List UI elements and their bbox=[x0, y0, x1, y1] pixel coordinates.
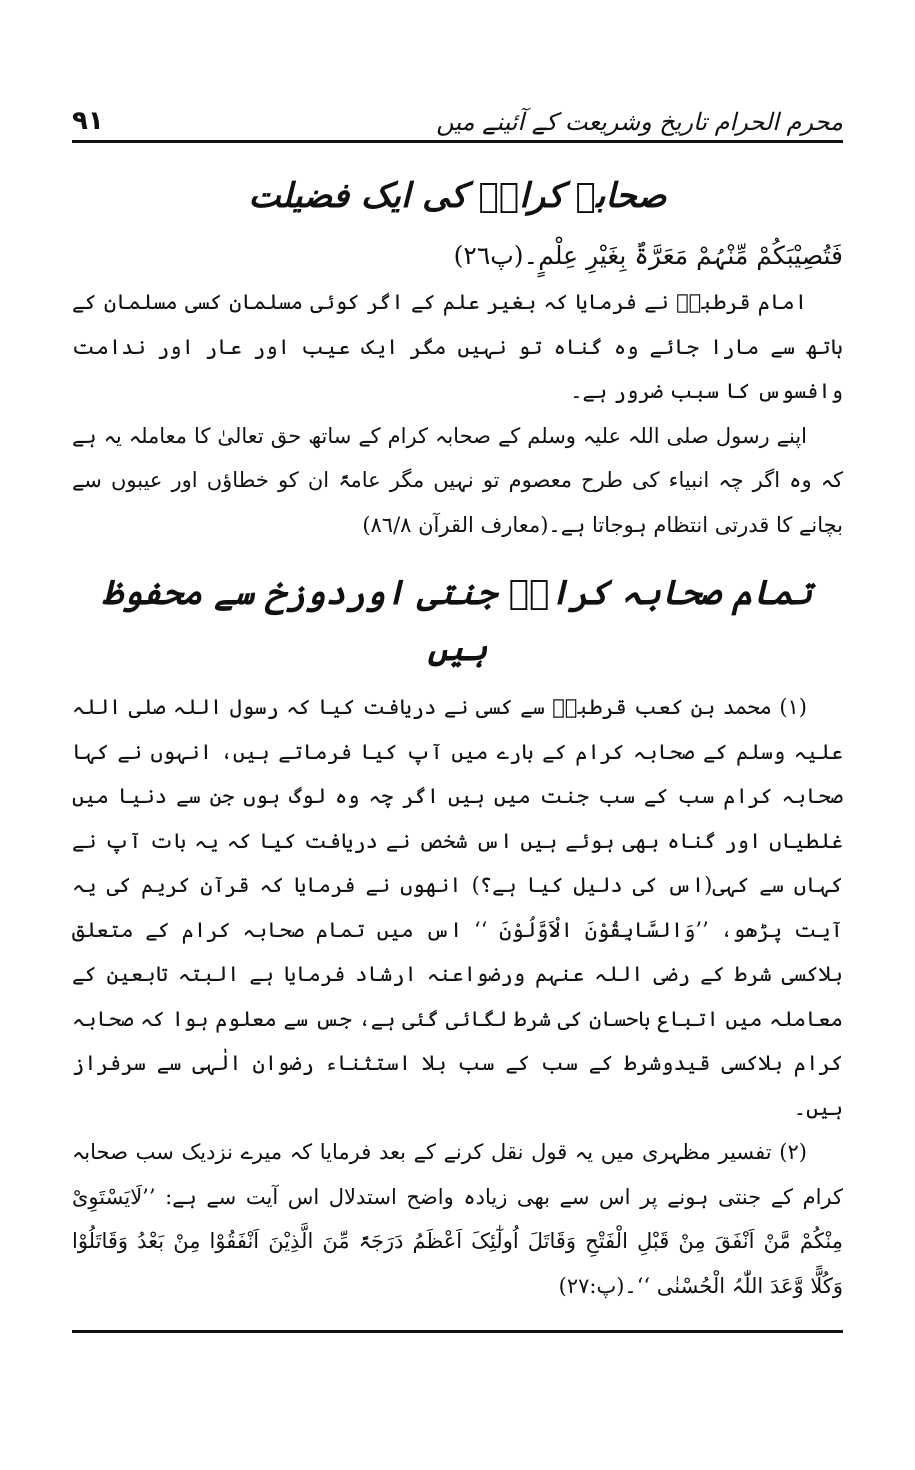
paragraph-point-two: (٢) تفسیر مظہری میں یہ قول نقل کرنے کے بعد فرمایا کہ میرے نزدیک سب صحابہ کرام کے جنتی ہونے پر اس سے بھی زیادہ واضح استدلال اس آیت سے ہے: ’’لَایَسْتَوِیْ مِنْکُمْ مَّنْ اَنْفَقَ مِنْ قَبْلِ الْفَتْحِ وَقَاتَلَ اُولٰٓئِکَ اَعْظَمُ دَرَجَۃً مِّنَ الَّذِیْنَ اَنْفَقُوْا مِنْ بَعْدُ وَقَاتَلُوْا وَکُلًّا وَّعَدَ اللّٰہُ الْحُسْنٰی ‘‘۔(پ:٢٧) bbox=[72, 1140, 843, 1298]
section-heading-all-companions-paradise: تمام صحابہ کرامؓ جنتی اوردوزخ سے محفوظ ہیں bbox=[102, 573, 813, 669]
running-title: محرم الحرام تاریخ وشریعت کے آئینے میں bbox=[436, 108, 843, 136]
paragraph-point-one: (١) محمد بن کعب قرطبیؒ سے کسی نے دریافت کیا کہ رسول اللہ صلی اللہ علیہ وسلم کے صحابہ کرام کے بارے میں آپ کیا فرماتے ہیں، انہوں نے کہا صحابہ کرام سب کے سب جنت میں ہیں اگر چہ وہ لوگ ہوں جن سے دنیا میں غلطیاں اور گناہ بھی ہوئے ہیں اس شخص نے دریافت کیا کہ یہ بات آپ نے کہاں سے کہی(اس کی دلیل کیا ہے؟) انھوں نے فرمایا کہ قرآن کریم کی یہ آیت پڑھو، ’’وَالسَّابِقُوْنَ الْاَوَّلُوْنَ ‘‘ اس میں تمام صحابہ کرام کے متعلق بلاکسی شرط کے رضی اللہ عنہم ورضواعنہ ارشاد فرمایا ہے البتہ تابعین کے معاملہ میں اتباع باحسان کی شرط لگائی گئی ہے، جس سے معلوم ہوا کہ صحابہ کرام بلاکسی قیدوشرط کے سب کے سب بلا استثناء رضوان الٰہی سے سرفراز ہیں۔ bbox=[72, 695, 843, 1120]
footer-rule bbox=[72, 1330, 843, 1333]
section-heading-companions-virtue: صحابہ کرامؓ کی ایک فضیلت bbox=[248, 176, 667, 216]
paragraph-divine-protection: اپنے رسول صلی اللہ علیہ وسلم کے صحابہ کرام کے ساتھ حق تعالیٰ کا معاملہ یہ ہے کہ وہ اگر چہ انبیاء کی طرح معصوم تو نہیں مگر عامۃً ان کو خطاؤں اور عیبوں سے بچانے کا قدرتی انتظام ہوجاتا ہے۔(معارف القرآن ٨٦/٨) bbox=[72, 423, 843, 537]
paragraph-qurtubi: امام قرطبیؒ نے فرمایا کہ بغیر علم کے اگر کوئی مسلمان کسی مسلمان کے ہاتھ سے مارا جائے وہ گناہ تو نہیں مگر ایک عیب اور عار اور ندامت وافسوس کا سبب ضرور ہے۔ bbox=[72, 290, 843, 403]
page-body bbox=[72, 150, 843, 1320]
header-rule bbox=[72, 140, 843, 143]
page-header bbox=[72, 84, 843, 136]
quran-verse: فَتُصِیْبَکُمْ مِّنْہُمْ مَعَرَّۃٌ بِغَیْرِ عِلْمٍ۔(پ٢٦) bbox=[453, 241, 843, 270]
page-number: ٩١ bbox=[72, 106, 104, 136]
